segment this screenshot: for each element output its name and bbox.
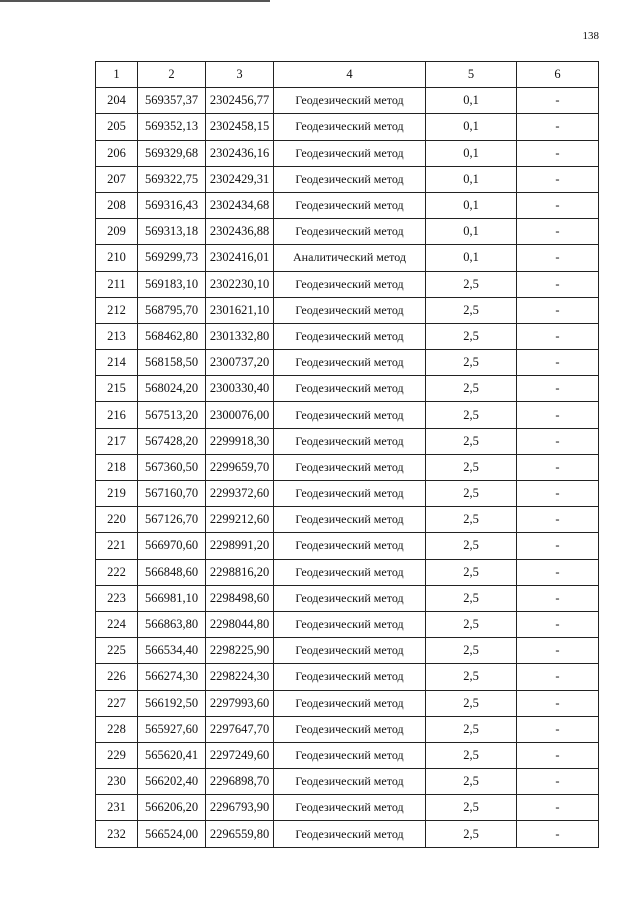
method-cell: Геодезический метод [274, 192, 426, 218]
method-cell: Геодезический метод [274, 559, 426, 585]
description-cell: - [517, 454, 599, 480]
point-number-cell: 226 [96, 664, 138, 690]
table-row [96, 716, 599, 742]
description-cell: - [517, 114, 599, 140]
x-coordinate-cell: 566206,20 [138, 795, 206, 821]
x-coordinate-cell: 569316,43 [138, 192, 206, 218]
point-number-cell: 225 [96, 638, 138, 664]
method-cell: Геодезический метод [274, 323, 426, 349]
top-rule [0, 0, 270, 2]
x-coordinate-cell: 567513,20 [138, 402, 206, 428]
point-number-cell: 224 [96, 611, 138, 637]
y-coordinate-cell: 2297249,60 [206, 742, 274, 768]
method-cell: Геодезический метод [274, 821, 426, 847]
column-header: 1 [96, 62, 138, 88]
y-coordinate-cell: 2296898,70 [206, 769, 274, 795]
point-number-cell: 204 [96, 88, 138, 114]
table-row [96, 428, 599, 454]
y-coordinate-cell: 2300076,00 [206, 402, 274, 428]
description-cell: - [517, 611, 599, 637]
method-cell: Геодезический метод [274, 795, 426, 821]
y-coordinate-cell: 2296793,90 [206, 795, 274, 821]
table-row [96, 271, 599, 297]
point-number-cell: 228 [96, 716, 138, 742]
method-cell: Геодезический метод [274, 166, 426, 192]
description-cell: - [517, 323, 599, 349]
accuracy-cell: 0,1 [426, 88, 517, 114]
y-coordinate-cell: 2298991,20 [206, 533, 274, 559]
table-row [96, 166, 599, 192]
table-row [96, 114, 599, 140]
table-row [96, 297, 599, 323]
x-coordinate-cell: 569352,13 [138, 114, 206, 140]
x-coordinate-cell: 566524,00 [138, 821, 206, 847]
method-cell: Геодезический метод [274, 611, 426, 637]
table-row [96, 88, 599, 114]
method-cell: Геодезический метод [274, 219, 426, 245]
description-cell: - [517, 585, 599, 611]
description-cell: - [517, 690, 599, 716]
x-coordinate-cell: 569299,73 [138, 245, 206, 271]
description-cell: - [517, 350, 599, 376]
table-row [96, 559, 599, 585]
description-cell: - [517, 769, 599, 795]
table-row [96, 690, 599, 716]
x-coordinate-cell: 565927,60 [138, 716, 206, 742]
description-cell: - [517, 297, 599, 323]
point-number-cell: 207 [96, 166, 138, 192]
table-row [96, 795, 599, 821]
y-coordinate-cell: 2301332,80 [206, 323, 274, 349]
x-coordinate-cell: 566863,80 [138, 611, 206, 637]
accuracy-cell: 0,1 [426, 245, 517, 271]
point-number-cell: 216 [96, 402, 138, 428]
x-coordinate-cell: 566534,40 [138, 638, 206, 664]
y-coordinate-cell: 2302429,31 [206, 166, 274, 192]
accuracy-cell: 0,1 [426, 192, 517, 218]
y-coordinate-cell: 2298225,90 [206, 638, 274, 664]
x-coordinate-cell: 566274,30 [138, 664, 206, 690]
point-number-cell: 215 [96, 376, 138, 402]
method-cell: Геодезический метод [274, 350, 426, 376]
y-coordinate-cell: 2300330,40 [206, 376, 274, 402]
description-cell: - [517, 192, 599, 218]
method-cell: Геодезический метод [274, 585, 426, 611]
accuracy-cell: 2,5 [426, 664, 517, 690]
point-number-cell: 227 [96, 690, 138, 716]
method-cell: Геодезический метод [274, 507, 426, 533]
accuracy-cell: 2,5 [426, 350, 517, 376]
point-number-cell: 229 [96, 742, 138, 768]
page-number: 138 [582, 30, 599, 42]
y-coordinate-cell: 2299659,70 [206, 454, 274, 480]
x-coordinate-cell: 566970,60 [138, 533, 206, 559]
point-number-cell: 205 [96, 114, 138, 140]
y-coordinate-cell: 2302436,88 [206, 219, 274, 245]
description-cell: - [517, 716, 599, 742]
accuracy-cell: 2,5 [426, 533, 517, 559]
y-coordinate-cell: 2299212,60 [206, 507, 274, 533]
method-cell: Геодезический метод [274, 769, 426, 795]
table-row [96, 742, 599, 768]
table-row [96, 611, 599, 637]
table-row [96, 245, 599, 271]
x-coordinate-cell: 568158,50 [138, 350, 206, 376]
x-coordinate-cell: 567360,50 [138, 454, 206, 480]
y-coordinate-cell: 2299372,60 [206, 481, 274, 507]
point-number-cell: 211 [96, 271, 138, 297]
y-coordinate-cell: 2301621,10 [206, 297, 274, 323]
x-coordinate-cell: 569183,10 [138, 271, 206, 297]
accuracy-cell: 0,1 [426, 114, 517, 140]
x-coordinate-cell: 566981,10 [138, 585, 206, 611]
y-coordinate-cell: 2302436,16 [206, 140, 274, 166]
x-coordinate-cell: 566192,50 [138, 690, 206, 716]
accuracy-cell: 0,1 [426, 166, 517, 192]
accuracy-cell: 2,5 [426, 271, 517, 297]
accuracy-cell: 2,5 [426, 742, 517, 768]
point-number-cell: 206 [96, 140, 138, 166]
accuracy-cell: 2,5 [426, 428, 517, 454]
method-cell: Геодезический метод [274, 297, 426, 323]
description-cell: - [517, 219, 599, 245]
table-row [96, 585, 599, 611]
method-cell: Геодезический метод [274, 140, 426, 166]
y-coordinate-cell: 2296559,80 [206, 821, 274, 847]
point-number-cell: 218 [96, 454, 138, 480]
table-row [96, 219, 599, 245]
point-number-cell: 222 [96, 559, 138, 585]
column-header: 5 [426, 62, 517, 88]
point-number-cell: 221 [96, 533, 138, 559]
y-coordinate-cell: 2297993,60 [206, 690, 274, 716]
description-cell: - [517, 559, 599, 585]
x-coordinate-cell: 568024,20 [138, 376, 206, 402]
x-coordinate-cell: 569313,18 [138, 219, 206, 245]
table-row [96, 821, 599, 847]
table-row [96, 507, 599, 533]
x-coordinate-cell: 566202,40 [138, 769, 206, 795]
accuracy-cell: 2,5 [426, 323, 517, 349]
y-coordinate-cell: 2299918,30 [206, 428, 274, 454]
x-coordinate-cell: 568462,80 [138, 323, 206, 349]
method-cell: Геодезический метод [274, 690, 426, 716]
table-row [96, 769, 599, 795]
point-number-cell: 210 [96, 245, 138, 271]
table-row [96, 454, 599, 480]
accuracy-cell: 2,5 [426, 716, 517, 742]
table-header-row [96, 62, 599, 88]
accuracy-cell: 2,5 [426, 481, 517, 507]
method-cell: Геодезический метод [274, 481, 426, 507]
accuracy-cell: 2,5 [426, 297, 517, 323]
point-number-cell: 209 [96, 219, 138, 245]
y-coordinate-cell: 2302458,15 [206, 114, 274, 140]
accuracy-cell: 2,5 [426, 638, 517, 664]
table-row [96, 533, 599, 559]
point-number-cell: 223 [96, 585, 138, 611]
description-cell: - [517, 88, 599, 114]
method-cell: Геодезический метод [274, 271, 426, 297]
column-header: 2 [138, 62, 206, 88]
table-row [96, 664, 599, 690]
description-cell: - [517, 533, 599, 559]
x-coordinate-cell: 568795,70 [138, 297, 206, 323]
y-coordinate-cell: 2298498,60 [206, 585, 274, 611]
accuracy-cell: 2,5 [426, 402, 517, 428]
description-cell: - [517, 166, 599, 192]
table-row [96, 481, 599, 507]
y-coordinate-cell: 2300737,20 [206, 350, 274, 376]
accuracy-cell: 2,5 [426, 821, 517, 847]
method-cell: Геодезический метод [274, 716, 426, 742]
x-coordinate-cell: 569322,75 [138, 166, 206, 192]
x-coordinate-cell: 567126,70 [138, 507, 206, 533]
description-cell: - [517, 402, 599, 428]
accuracy-cell: 2,5 [426, 769, 517, 795]
table-row [96, 638, 599, 664]
method-cell: Геодезический метод [274, 454, 426, 480]
accuracy-cell: 0,1 [426, 219, 517, 245]
description-cell: - [517, 664, 599, 690]
table-body [96, 88, 599, 847]
accuracy-cell: 2,5 [426, 795, 517, 821]
x-coordinate-cell: 569329,68 [138, 140, 206, 166]
accuracy-cell: 2,5 [426, 611, 517, 637]
method-cell: Геодезический метод [274, 664, 426, 690]
column-header: 6 [517, 62, 599, 88]
method-cell: Геодезический метод [274, 88, 426, 114]
method-cell: Аналитический метод [274, 245, 426, 271]
y-coordinate-cell: 2298044,80 [206, 611, 274, 637]
point-number-cell: 220 [96, 507, 138, 533]
method-cell: Геодезический метод [274, 533, 426, 559]
method-cell: Геодезический метод [274, 742, 426, 768]
coordinates-table [95, 61, 599, 848]
y-coordinate-cell: 2302456,77 [206, 88, 274, 114]
description-cell: - [517, 795, 599, 821]
column-header: 3 [206, 62, 274, 88]
method-cell: Геодезический метод [274, 376, 426, 402]
y-coordinate-cell: 2297647,70 [206, 716, 274, 742]
method-cell: Геодезический метод [274, 638, 426, 664]
description-cell: - [517, 742, 599, 768]
accuracy-cell: 2,5 [426, 454, 517, 480]
point-number-cell: 230 [96, 769, 138, 795]
method-cell: Геодезический метод [274, 114, 426, 140]
point-number-cell: 217 [96, 428, 138, 454]
y-coordinate-cell: 2302434,68 [206, 192, 274, 218]
description-cell: - [517, 376, 599, 402]
point-number-cell: 212 [96, 297, 138, 323]
description-cell: - [517, 245, 599, 271]
accuracy-cell: 2,5 [426, 690, 517, 716]
x-coordinate-cell: 566848,60 [138, 559, 206, 585]
table-row [96, 402, 599, 428]
accuracy-cell: 2,5 [426, 585, 517, 611]
table-row [96, 323, 599, 349]
description-cell: - [517, 140, 599, 166]
point-number-cell: 231 [96, 795, 138, 821]
point-number-cell: 232 [96, 821, 138, 847]
y-coordinate-cell: 2298816,20 [206, 559, 274, 585]
table-row [96, 350, 599, 376]
y-coordinate-cell: 2302230,10 [206, 271, 274, 297]
table-row [96, 376, 599, 402]
accuracy-cell: 2,5 [426, 507, 517, 533]
description-cell: - [517, 271, 599, 297]
x-coordinate-cell: 569357,37 [138, 88, 206, 114]
accuracy-cell: 2,5 [426, 376, 517, 402]
x-coordinate-cell: 567160,70 [138, 481, 206, 507]
table-row [96, 140, 599, 166]
point-number-cell: 208 [96, 192, 138, 218]
y-coordinate-cell: 2302416,01 [206, 245, 274, 271]
point-number-cell: 219 [96, 481, 138, 507]
method-cell: Геодезический метод [274, 402, 426, 428]
method-cell: Геодезический метод [274, 428, 426, 454]
description-cell: - [517, 481, 599, 507]
description-cell: - [517, 638, 599, 664]
point-number-cell: 214 [96, 350, 138, 376]
x-coordinate-cell: 567428,20 [138, 428, 206, 454]
description-cell: - [517, 507, 599, 533]
accuracy-cell: 2,5 [426, 559, 517, 585]
description-cell: - [517, 821, 599, 847]
x-coordinate-cell: 565620,41 [138, 742, 206, 768]
table-row [96, 192, 599, 218]
accuracy-cell: 0,1 [426, 140, 517, 166]
point-number-cell: 213 [96, 323, 138, 349]
column-header: 4 [274, 62, 426, 88]
y-coordinate-cell: 2298224,30 [206, 664, 274, 690]
description-cell: - [517, 428, 599, 454]
